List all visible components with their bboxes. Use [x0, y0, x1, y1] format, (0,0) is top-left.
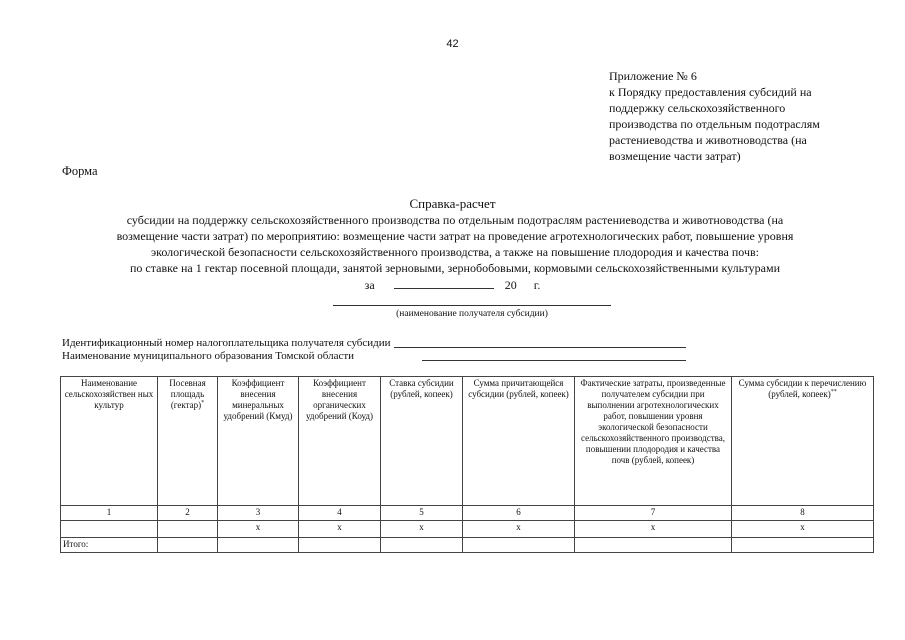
column-number-row [61, 506, 874, 521]
table-row [61, 521, 874, 538]
table-cell: x [732, 521, 874, 538]
column-number: 6 [463, 506, 575, 521]
subtitle-line: возмещение части затрат) по мероприятию: возмещение части затрат на проведение агротехнологических работ, повышение уровня [116, 229, 794, 243]
subtitle-line: по ставке на 1 гектар посевной площади, занятой зерновыми, зернобобовыми, кормовыми сельскохозяйственными культурами [129, 261, 781, 275]
recipient-caption: (наименование получателя субсидии) [396, 309, 548, 319]
total-cell[interactable] [299, 538, 381, 553]
column-header: Сумма субсидии к перечислению (рублей, копеек)** [732, 377, 874, 506]
column-number: 3 [218, 506, 299, 521]
total-cell[interactable] [732, 538, 874, 553]
table-cell[interactable] [61, 521, 158, 538]
table-cell: x [218, 521, 299, 538]
annex-line: растениеводства и животноводства (на [609, 133, 807, 147]
inn-label: Идентификационный номер налогоплательщика получателя субсидии [62, 337, 391, 349]
table-cell: x [299, 521, 381, 538]
annex-line: к Порядку предоставления субсидий на [609, 85, 812, 99]
document-title: Справка-расчет [409, 196, 496, 211]
annex-line: возмещение части затрат) [609, 149, 741, 163]
column-header: Сумма причитающейся субсидии (рублей, копеек) [463, 377, 575, 506]
inn-field-line[interactable] [394, 347, 686, 348]
total-cell[interactable] [381, 538, 463, 553]
table-cell: x [575, 521, 732, 538]
municipality-label: Наименование муниципального образования Томской области [62, 350, 355, 362]
column-header: Фактические затраты, произведенные получателем субсидии при выполнении агротехнологических работ, повышении уровня экологической безопасности сельскохозяйственного производства, повышении плодородия и качества почв (рублей, копеек) [575, 377, 732, 506]
subtitle-line: субсидии на поддержку сельскохозяйственного производства по отдельным подотраслям растениеводства и животноводства (на [126, 213, 784, 227]
table-cell: x [463, 521, 575, 538]
municipality-field-line[interactable] [422, 360, 686, 361]
total-row [61, 538, 874, 553]
period-prefix: за [364, 278, 375, 292]
total-cell[interactable] [463, 538, 575, 553]
calculation-table [60, 376, 874, 553]
page-number: 42 [446, 38, 459, 50]
column-number: 7 [575, 506, 732, 521]
total-label: Итого: [61, 538, 158, 553]
table-cell: x [381, 521, 463, 538]
column-number: 5 [381, 506, 463, 521]
annex-block [609, 68, 879, 164]
column-number: 4 [299, 506, 381, 521]
table-header-row [61, 377, 874, 506]
column-header: Коэффициент внесения органических удобрений (Коуд) [299, 377, 381, 506]
column-number: 8 [732, 506, 874, 521]
total-cell[interactable] [575, 538, 732, 553]
subtitle-line: экологической безопасности сельскохозяйственного производства, а также на повышение плодородия и качества почв: [150, 245, 760, 259]
column-header: Наименование сельскохозяйствен ных культур [61, 377, 158, 506]
annex-line: производства по отдельным подотраслям [609, 117, 820, 131]
column-number: 1 [61, 506, 158, 521]
annex-line: поддержку сельскохозяйственного [609, 101, 786, 115]
form-label: Форма [62, 164, 98, 178]
column-number: 2 [158, 506, 218, 521]
recipient-name-line[interactable] [333, 305, 611, 306]
period-blank-field[interactable] [394, 278, 494, 289]
table-cell[interactable] [158, 521, 218, 538]
column-header: Посевная площадь (гектар)* [158, 377, 218, 506]
column-header: Ставка субсидии (рублей, копеек) [381, 377, 463, 506]
document-subtitle [60, 212, 850, 276]
annex-title: Приложение № 6 [609, 69, 697, 83]
column-header: Коэффициент внесения минеральных удобрений (Кмуд) [218, 377, 299, 506]
total-cell[interactable] [218, 538, 299, 553]
total-cell[interactable] [158, 538, 218, 553]
year-prefix: 20 [504, 278, 517, 292]
period-line [0, 278, 905, 293]
year-suffix: г. [533, 278, 541, 292]
